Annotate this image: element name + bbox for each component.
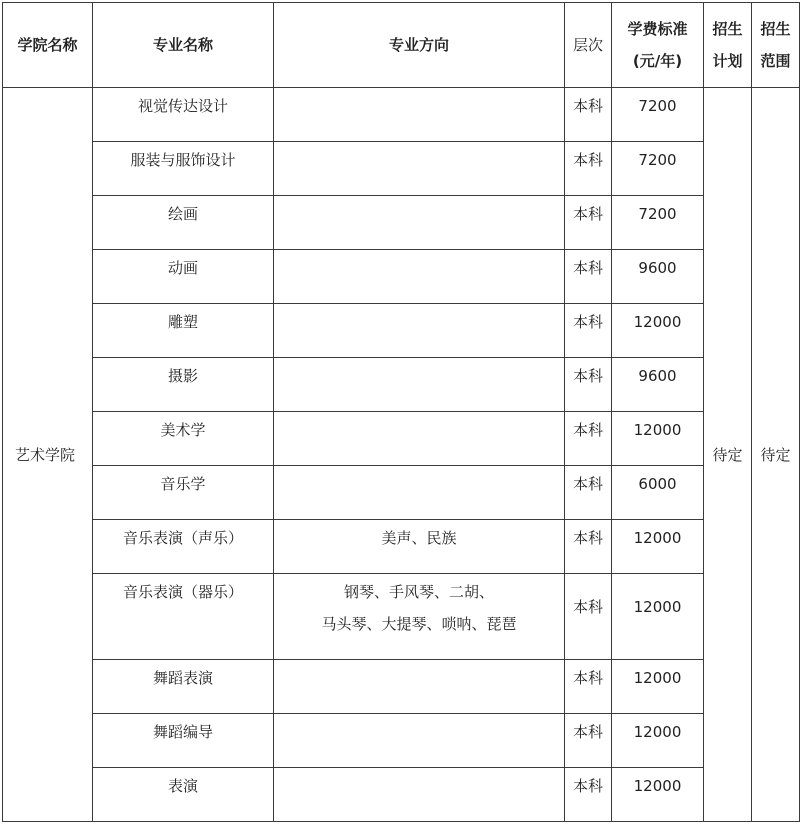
header-direction: 专业方向 <box>274 3 565 88</box>
major-name: 音乐表演（器乐） <box>122 583 243 601</box>
level-cell <box>565 88 612 142</box>
table-row <box>3 714 800 768</box>
major-name: 舞蹈表演 <box>152 669 213 687</box>
major-cell <box>93 520 274 574</box>
major-name: 视觉传达设计 <box>137 97 228 115</box>
level-cell <box>565 196 612 250</box>
level-cell <box>565 358 612 412</box>
major-cell <box>93 412 274 466</box>
header-row <box>3 3 800 88</box>
major-cell <box>93 660 274 714</box>
fee-cell <box>612 660 704 714</box>
direction-cell <box>274 520 565 574</box>
direction-cell <box>274 768 565 822</box>
header-scope: 招生 范围 <box>752 3 800 88</box>
level-cell <box>565 250 612 304</box>
fee-cell <box>612 358 704 412</box>
table-row <box>3 412 800 466</box>
fee-value: 6000 <box>638 475 677 493</box>
level-cell <box>565 142 612 196</box>
direction-cell <box>274 412 565 466</box>
fee-cell <box>612 250 704 304</box>
direction-text: 钢琴、手风琴、二胡、 <box>343 583 494 601</box>
table-row <box>3 142 800 196</box>
major-cell <box>93 466 274 520</box>
fee-cell <box>612 520 704 574</box>
direction-cell <box>274 574 565 660</box>
fee-value: 12000 <box>633 777 682 795</box>
plan-value: 待定 <box>704 88 752 822</box>
tuition-table <box>2 2 800 822</box>
fee-value: 7200 <box>638 151 677 169</box>
fee-cell <box>612 304 704 358</box>
level-cell <box>565 714 612 768</box>
fee-cell <box>612 466 704 520</box>
table-row <box>3 660 800 714</box>
direction-cell <box>274 196 565 250</box>
major-cell <box>93 142 274 196</box>
fee-value: 12000 <box>633 421 682 439</box>
level-text: 本科 <box>572 529 603 547</box>
scope-value: 待定 <box>752 88 800 822</box>
level-text: 本科 <box>572 777 603 795</box>
table-row <box>3 574 800 660</box>
table-row <box>3 196 800 250</box>
major-cell <box>93 574 274 660</box>
level-cell <box>565 412 612 466</box>
fee-cell <box>612 768 704 822</box>
fee-cell <box>612 196 704 250</box>
table-row <box>3 358 800 412</box>
fee-cell <box>612 714 704 768</box>
level-text: 本科 <box>572 367 603 385</box>
fee-cell <box>612 574 704 660</box>
major-name: 音乐学 <box>160 475 206 493</box>
major-cell <box>93 768 274 822</box>
level-cell <box>565 660 612 714</box>
fee-value: 12000 <box>633 313 682 331</box>
major-name: 舞蹈编导 <box>152 723 213 741</box>
level-text: 本科 <box>572 475 603 493</box>
header-level: 层次 <box>565 3 612 88</box>
major-cell <box>93 304 274 358</box>
level-text: 本科 <box>572 669 603 687</box>
major-cell <box>93 358 274 412</box>
level-cell <box>565 520 612 574</box>
table-row <box>3 520 800 574</box>
fee-cell <box>612 88 704 142</box>
major-name: 美术学 <box>160 421 206 439</box>
table-row <box>3 304 800 358</box>
level-cell <box>565 768 612 822</box>
table-row <box>3 466 800 520</box>
major-name: 摄影 <box>167 367 198 385</box>
header-plan: 招生 计划 <box>704 3 752 88</box>
table-row <box>3 768 800 822</box>
level-cell <box>565 304 612 358</box>
direction-cell <box>274 714 565 768</box>
level-cell <box>565 574 612 660</box>
level-cell <box>565 466 612 520</box>
major-name: 表演 <box>167 777 198 795</box>
direction-cell <box>274 358 565 412</box>
fee-value: 9600 <box>638 259 677 277</box>
fee-value: 12000 <box>633 669 682 687</box>
fee-cell <box>612 412 704 466</box>
fee-value: 9600 <box>638 367 677 385</box>
direction-text: 美声、民族 <box>381 529 457 547</box>
college-name: 艺术学院 <box>3 88 93 822</box>
fee-value: 12000 <box>633 723 682 741</box>
fee-value: 12000 <box>633 529 682 547</box>
major-name: 雕塑 <box>167 313 198 331</box>
level-text: 本科 <box>572 151 603 169</box>
table-row <box>3 250 800 304</box>
level-text: 本科 <box>572 723 603 741</box>
level-text: 本科 <box>572 421 603 439</box>
level-text: 本科 <box>572 259 603 277</box>
direction-cell <box>274 304 565 358</box>
table-body <box>3 88 800 822</box>
major-cell <box>93 714 274 768</box>
fee-value: 7200 <box>638 97 677 115</box>
major-cell <box>93 88 274 142</box>
major-name: 服装与服饰设计 <box>130 151 236 169</box>
header-college: 学院名称 <box>3 3 93 88</box>
header-fee: 学费标准 (元/年) <box>612 3 704 88</box>
major-name: 动画 <box>167 259 198 277</box>
level-text: 本科 <box>572 97 603 115</box>
table-row <box>3 88 800 142</box>
level-text: 本科 <box>572 598 603 616</box>
level-text: 本科 <box>572 205 603 223</box>
fee-value: 12000 <box>633 598 682 616</box>
fee-value: 7200 <box>638 205 677 223</box>
direction-cell <box>274 250 565 304</box>
major-cell <box>93 196 274 250</box>
major-cell <box>93 250 274 304</box>
level-text: 本科 <box>572 313 603 331</box>
fee-cell <box>612 142 704 196</box>
direction-cell <box>274 142 565 196</box>
major-name: 绘画 <box>167 205 198 223</box>
direction-text: 马头琴、大提琴、唢呐、琵琶 <box>321 615 517 633</box>
direction-cell <box>274 660 565 714</box>
header-major: 专业名称 <box>93 3 274 88</box>
direction-cell <box>274 88 565 142</box>
direction-cell <box>274 466 565 520</box>
major-name: 音乐表演（声乐） <box>122 529 243 547</box>
